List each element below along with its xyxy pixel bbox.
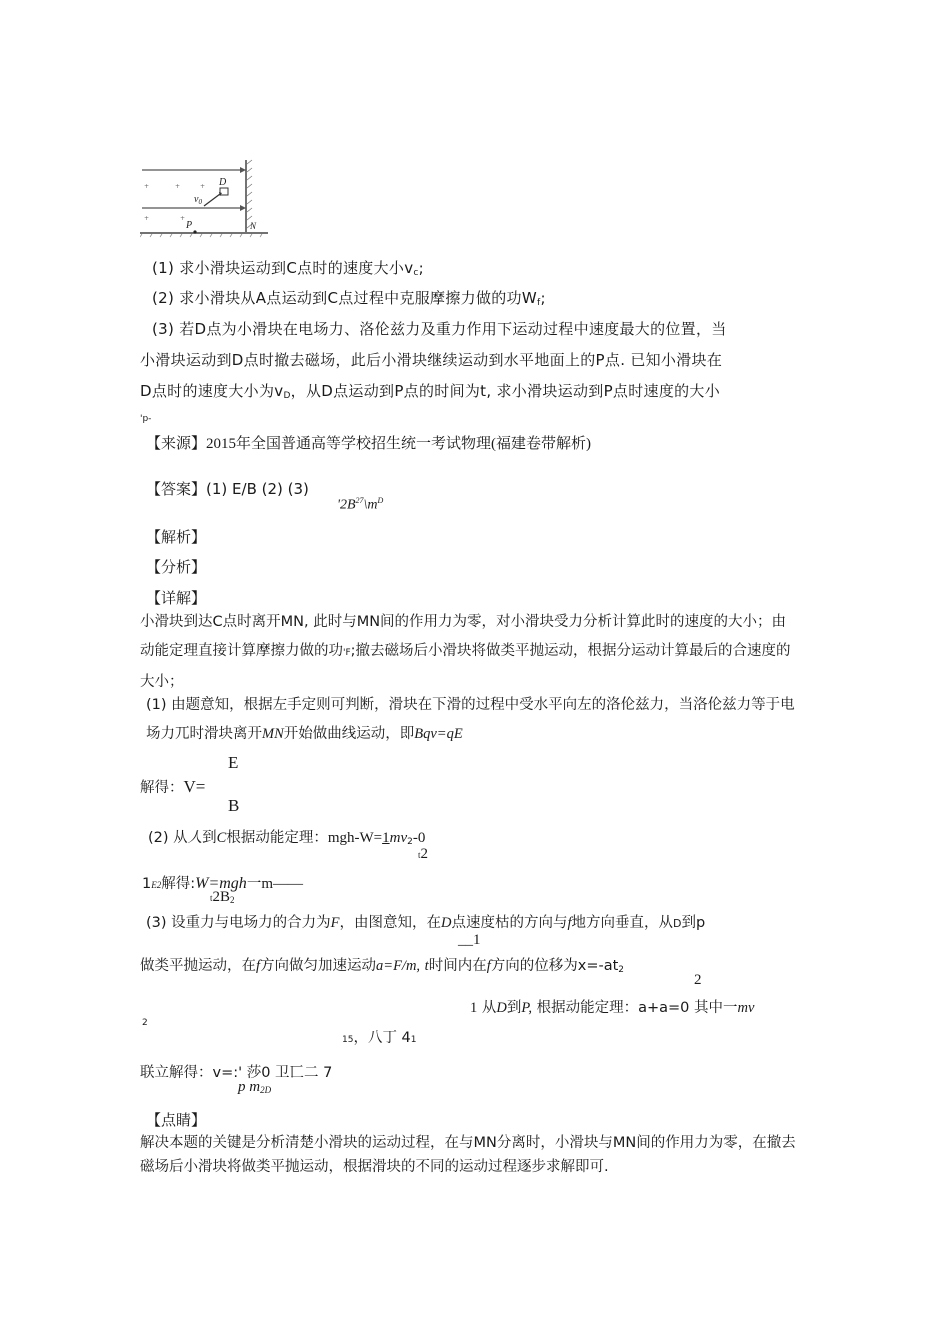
solve-label-text: 解得：: [140, 780, 184, 796]
solve-label: [140, 776, 205, 797]
step-1-mn: MN: [262, 726, 284, 742]
step-3-l3-d: 其中一: [693, 1000, 738, 1016]
answer-text: (1) E/B (2) (3): [206, 480, 309, 498]
question-1-end: ;: [418, 259, 424, 277]
source-text: 2015年全国普通高等学校招生统一考试物理(福建卷带解析): [206, 436, 592, 452]
w-label: 解得:: [161, 876, 196, 892]
step-3-l4-15: 15: [342, 1035, 354, 1045]
step-3-l2-x: x=-at: [577, 958, 619, 974]
step-3-l2-f2: f: [486, 958, 491, 974]
step-3-under: 2: [694, 972, 702, 988]
w-pre: 1: [142, 876, 152, 892]
step-1-text-b: 开始做曲线运动，即: [283, 726, 415, 742]
w-dash: 一: [246, 876, 262, 892]
detail-text-sub: 'F: [343, 648, 351, 658]
step-2-a: (2) 从: [148, 830, 188, 846]
svg-text:+: +: [144, 183, 150, 190]
step-3-l2-eq: a=F/m,: [376, 958, 421, 974]
step-3-line-4: [342, 1026, 417, 1047]
answer-line: [146, 478, 309, 499]
step-3-l3-P: P,: [521, 1000, 532, 1016]
answer-formula-sup: 27: [355, 496, 364, 505]
question-3-line-3: [140, 380, 720, 401]
step-3-l2-d: 方向的位移为: [490, 958, 578, 974]
svg-text:+: +: [200, 183, 206, 190]
question-3-line-1: (3) 若D点为小滑块在电场力、洛伦兹力及重力作用下运动过程中速度最大的位置，当: [152, 320, 727, 338]
answer-formula-sup2: D: [377, 496, 384, 505]
step-2-sub: 2: [407, 837, 413, 847]
answer-formula-mid: \m: [363, 497, 378, 513]
svg-text:+: +: [175, 183, 181, 190]
step-3-line-2: [140, 954, 624, 975]
question-2: [152, 287, 546, 308]
label-N: N: [250, 221, 257, 231]
step-2-ren: 人: [187, 830, 203, 846]
detail-text-a: 小滑块到达C点时离开MN, 此时与MN间的作用力为零，对小滑块受力分析计算此时的速度的大小；由动能定理直接计算摩擦力做的功: [140, 614, 787, 659]
step-3-b: ，由图意知，在: [339, 915, 442, 931]
step-3-l2-c: 时间内在: [428, 958, 487, 974]
svg-text:+: +: [144, 215, 150, 222]
question-1-sub: c: [413, 268, 419, 278]
step-3-l3-c: 根据动能定理：: [536, 1000, 639, 1016]
w-under: [210, 889, 235, 906]
w-under-sub: 2: [230, 895, 235, 905]
step-3-a: (3) 设重力与电场力的合力为: [146, 915, 331, 931]
step-3-l2-t: t: [424, 958, 429, 974]
step-2-d: 根据动能定理：: [226, 830, 328, 846]
label-D: D: [219, 177, 227, 188]
final-label: 联立解得：: [140, 1065, 213, 1081]
label-v0: $v_0$: [194, 194, 202, 206]
step-3-l3-mv: mv: [737, 1000, 755, 1016]
w-under-t: t: [210, 893, 213, 903]
step-2-under: [418, 846, 428, 863]
step-3-l4-sub: 1: [410, 1035, 417, 1045]
physics-figure: [140, 158, 270, 238]
heading-comment: 【点睛】: [146, 1111, 207, 1129]
question-2-sub: f: [536, 298, 541, 308]
step-2-eq: mgh-W=: [327, 830, 383, 846]
question-3-line-4: 'p-: [140, 414, 152, 424]
step-1-eq: Bqv=qE: [414, 726, 463, 742]
question-2-text: (2) 求小滑块从A点运动到C点过程中克服摩擦力做的功W: [152, 289, 537, 307]
heading-detail: 【详解】: [146, 589, 207, 607]
source-line: [146, 432, 591, 453]
frac-num: E: [228, 753, 239, 772]
final-under-text: p m: [238, 1079, 261, 1095]
svg-text:+: +: [180, 215, 186, 222]
step-2-under-t: t: [418, 850, 421, 860]
question-3-line-3-sub: D: [283, 391, 291, 401]
question-1-text: (1) 求小滑块运动到C点时的速度大小v: [152, 259, 414, 277]
heading-analysis: 【解析】: [146, 528, 207, 546]
step-3-l4-2: 2: [142, 1018, 148, 1028]
question-3-line-3-end: ，从D点运动到P点的时间为t, 求小滑块运动到P点时速度的大小: [290, 382, 721, 400]
detail-paragraph: [140, 608, 800, 697]
step-3-p: p: [696, 915, 706, 931]
step-3-d: 地方向垂直，从: [571, 915, 674, 931]
step-3-e: 到: [681, 915, 697, 931]
answer-formula-main: '2B: [337, 497, 356, 513]
step-2: [148, 826, 425, 847]
step-3-over: __1: [458, 932, 481, 948]
comment-paragraph: 解决本题的关键是分析清楚小滑块的运动过程，在与MN分离时，小滑块与MN间的作用力为零，在撤去磁场后小滑块将做类平抛运动，根据滑块的不同的运动过程逐步求解即可.: [140, 1135, 796, 1175]
step-1: [146, 691, 802, 749]
step-2-c: C: [216, 830, 227, 846]
step-3-l2-a: 做类平抛运动，在: [140, 958, 256, 974]
step-3-line-3: [470, 996, 754, 1017]
step-3-D: D: [441, 915, 452, 931]
step-3-line-1: [146, 911, 705, 932]
w-eq: W=mgh: [195, 875, 247, 892]
answer-label: 【答案】: [146, 480, 207, 498]
step-3-l3-a: 从: [481, 1000, 497, 1016]
step-3-l3-b: 到: [506, 1000, 522, 1016]
final-eq: v=:' 莎0 卫匸二 7: [212, 1065, 333, 1081]
v-eq: V=: [183, 777, 206, 796]
source-label: 【来源】: [146, 434, 207, 452]
step-3-c: 点速度枯的方向与: [451, 915, 568, 931]
question-2-end: ;: [540, 289, 546, 307]
question-3-line-2: 小滑块运动到D点时撤去磁场，此后小滑块继续运动到水平地面上的P点. 已知小滑块在: [140, 351, 723, 369]
step-3-l4-rest: ，八丁 4: [353, 1030, 411, 1046]
step-2-mv: mv: [389, 830, 408, 846]
step-3-l2-x-sub: 2: [618, 965, 625, 975]
final-line: [140, 1061, 332, 1082]
step-3-l3-1: 1: [470, 1000, 478, 1016]
w-under-val: 2B: [212, 889, 231, 905]
step-3-F: F: [330, 915, 340, 931]
answer-formula: [337, 496, 383, 514]
label-P: P: [186, 220, 193, 231]
step-3-l2-b: 方向做匀加速运动: [260, 958, 377, 974]
step-2-end: -0: [412, 830, 426, 846]
heading-fenxi: 【分析】: [146, 558, 207, 576]
final-under: [238, 1079, 271, 1096]
step-2-b: 到: [202, 830, 217, 846]
question-1: [152, 257, 424, 278]
step-2-frac: 1: [382, 830, 390, 846]
w-pre-e2: E2: [151, 880, 162, 890]
step-3-l2-f: f: [256, 958, 261, 974]
figure-svg: [140, 158, 270, 238]
final-under-sub: 2D: [260, 1085, 272, 1095]
step-3-l3-D: D: [496, 1000, 507, 1016]
step-1-text: (1) 由题意知，根据左手定则可判断，滑块在下滑的过程中受水平向左的洛伦兹力，当洛伦兹力等于电场力兀时滑块离开: [146, 697, 795, 742]
step-2-under-val: 2: [420, 846, 429, 862]
question-3-line-3-text: D点时的速度大小为v: [140, 382, 284, 400]
w-m: m——: [261, 876, 303, 892]
detail-text-b: ;撤去磁场后小滑块将做类平抛运动，根据分运动计算最后的合速度的大小；: [140, 643, 791, 690]
step-3-D2: D: [673, 917, 682, 930]
frac-den: B: [228, 796, 240, 815]
step-3-l3-eq: a+a=0: [638, 1000, 690, 1016]
step-3-f: f: [567, 915, 572, 931]
